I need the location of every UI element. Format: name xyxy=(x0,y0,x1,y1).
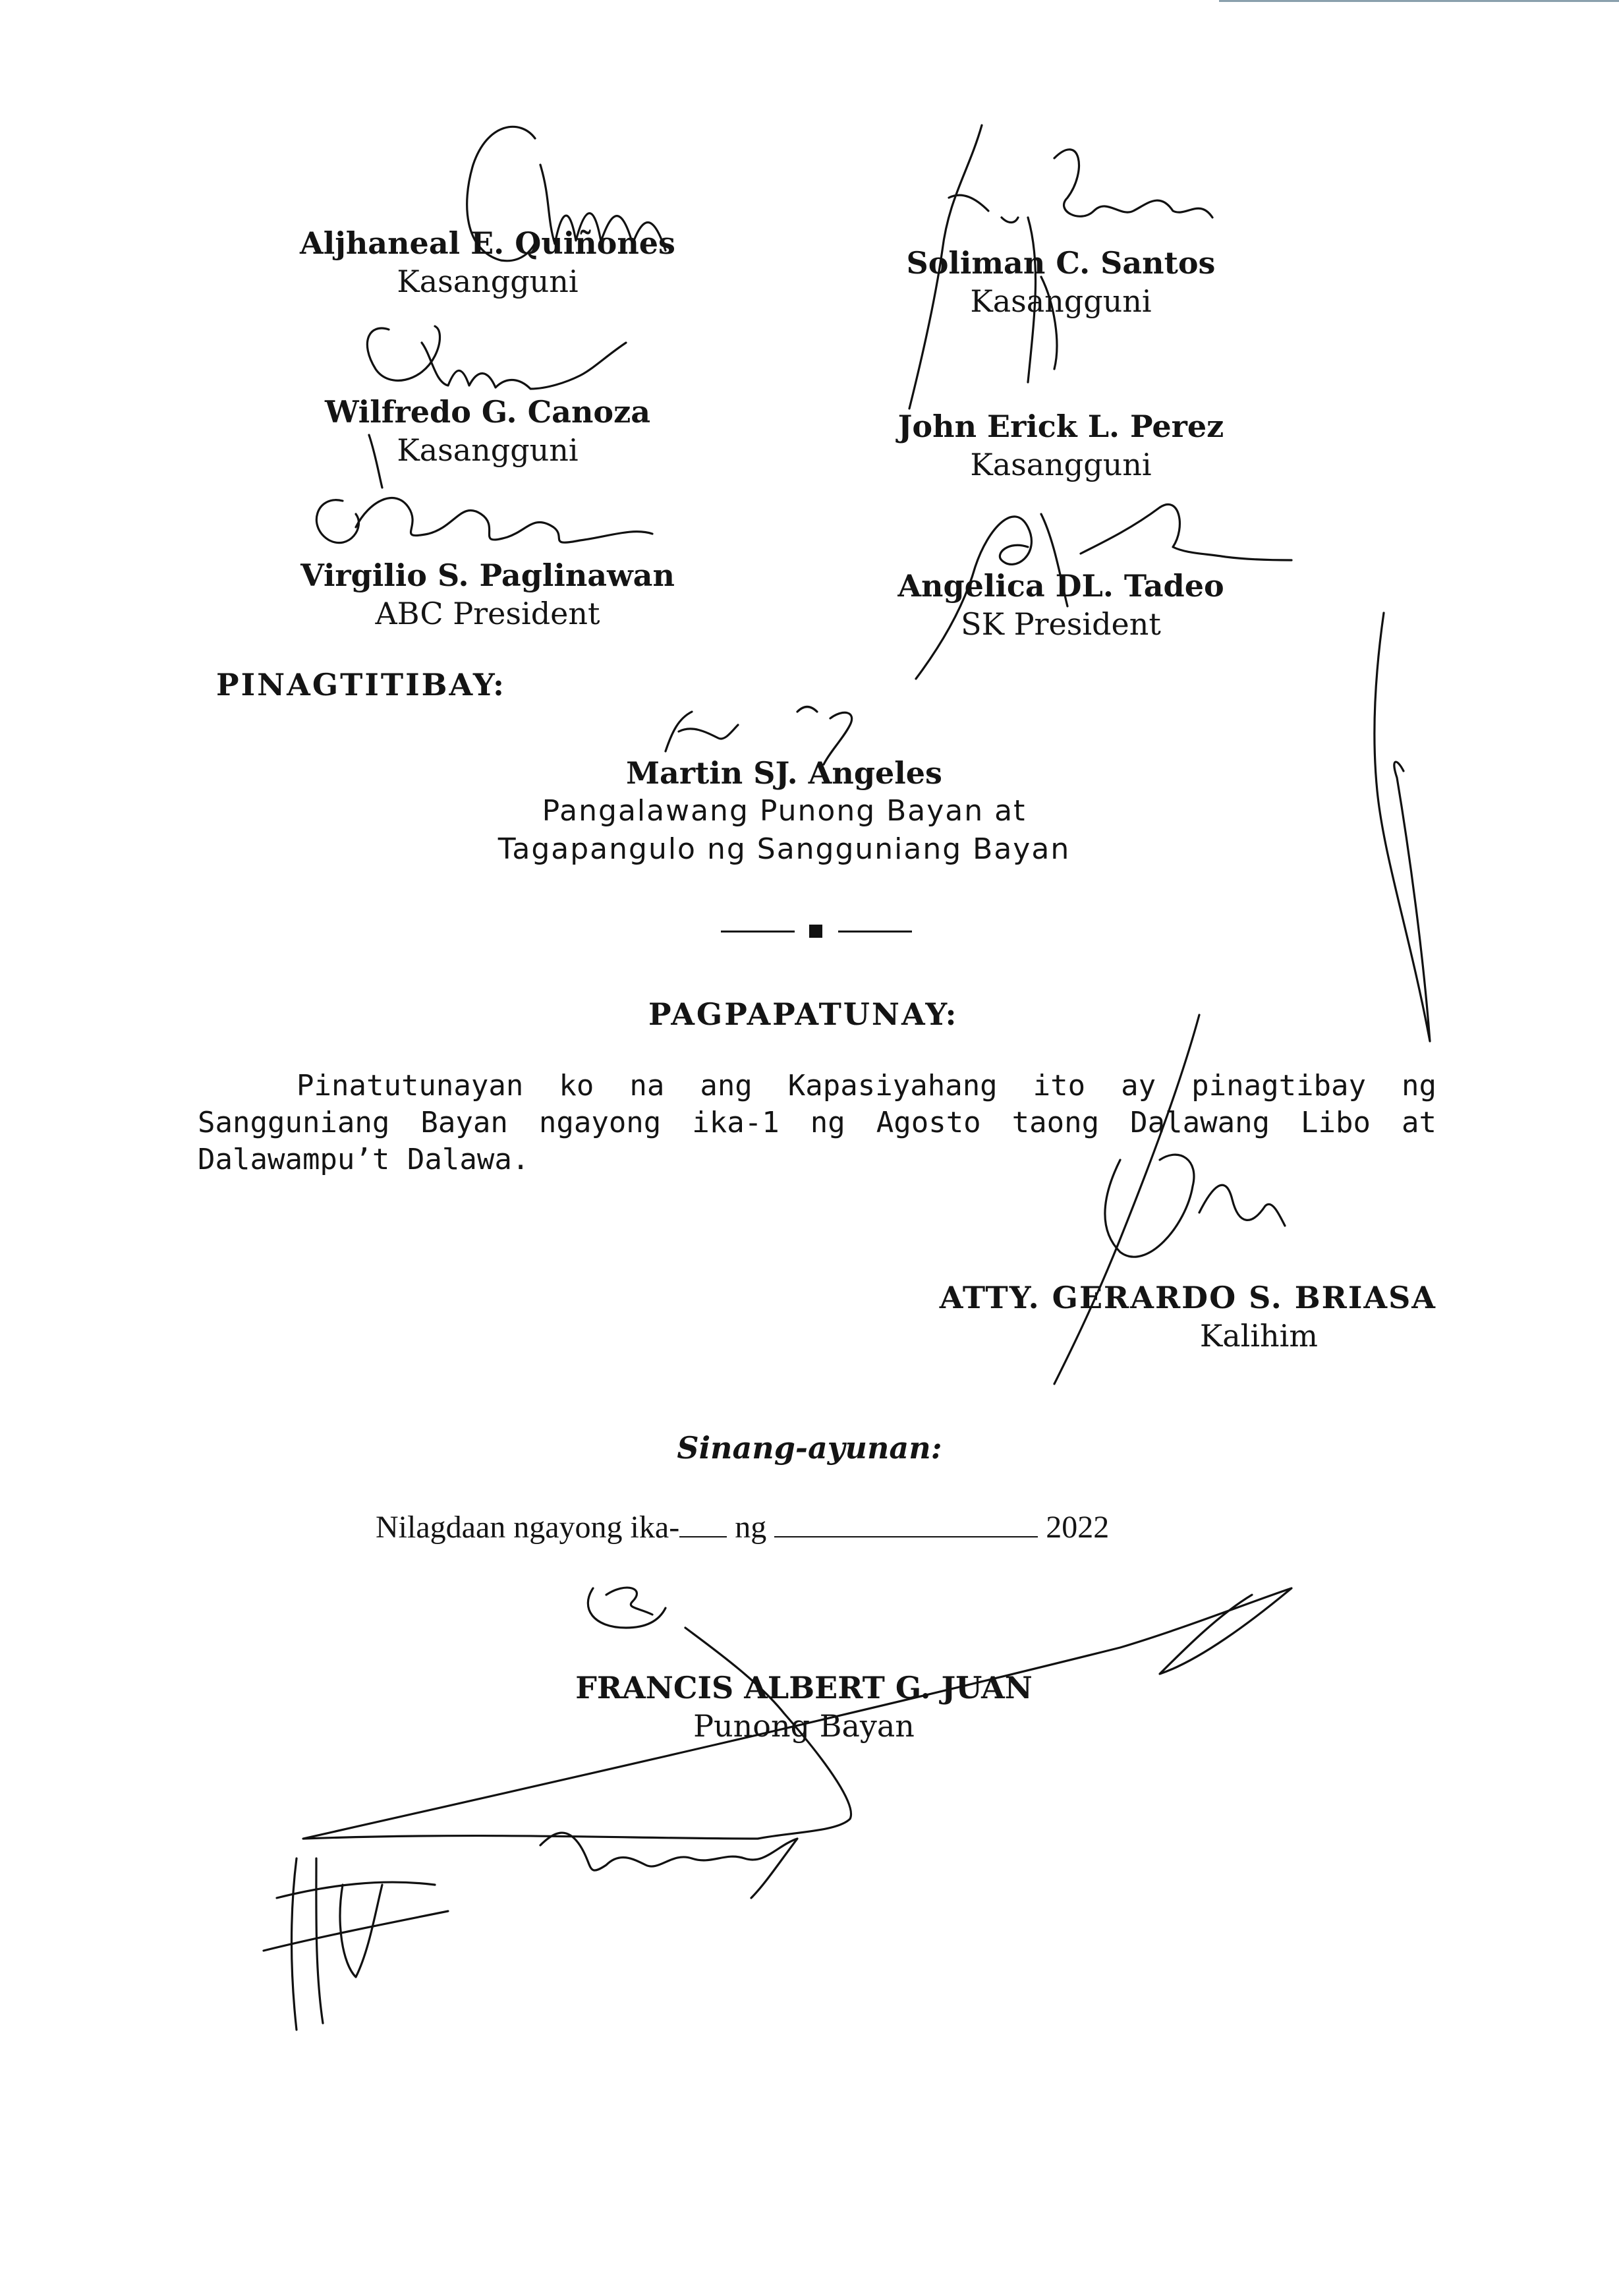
date-prefix: Nilagdaan ngayong ika- xyxy=(376,1510,680,1545)
signatory-paglinawan xyxy=(283,556,692,633)
approval-heading: PINAGTITIBAY: xyxy=(216,667,507,703)
mayor-signatory xyxy=(461,1669,1147,1745)
signing-date-line xyxy=(376,1509,1109,1545)
mayor-title: Punong Bayan xyxy=(693,1708,915,1744)
signatory-tadeo xyxy=(863,567,1259,643)
signature-margin xyxy=(1375,613,1430,1041)
signatory-title: ABC President xyxy=(375,596,600,631)
signature-bottom-middle xyxy=(540,1833,797,1898)
signatory-name: Aljhaneal E. Quiñones xyxy=(300,225,675,261)
date-year: 2022 xyxy=(1046,1510,1110,1545)
signatory-title: SK President xyxy=(961,606,1161,642)
signatory-name: Angelica DL. Tadeo xyxy=(897,568,1224,604)
certification-body: Pinatutunayan ko na ang Kapasiyahang ito ay pinagtibay ng Sangguniang Bayan ngayong ika-1 ng Agosto taong Dalawang Libo at Dalawampu’t Dalawa. xyxy=(198,1069,1436,1176)
mayor-name: FRANCIS ALBERT G. JUAN xyxy=(575,1670,1033,1706)
signature-bottom-left xyxy=(264,1858,448,2030)
signatory-canoza xyxy=(290,393,685,469)
certification-heading: PAGPAPATUNAY: xyxy=(648,996,959,1032)
certification-signatory xyxy=(883,1278,1436,1355)
month-blank xyxy=(774,1512,1038,1537)
day-blank xyxy=(679,1512,727,1537)
separator-square xyxy=(809,925,822,938)
signatory-title: Kasangguni xyxy=(970,283,1152,319)
signatory-title: Kasangguni xyxy=(970,447,1152,482)
approval-signatory xyxy=(382,754,1186,869)
approval-name: Martin SJ. Angeles xyxy=(626,755,942,791)
section-separator xyxy=(721,921,912,941)
signatory-name: Wilfredo G. Canoza xyxy=(324,394,651,430)
separator-rule xyxy=(721,931,795,933)
signatory-name: Virgilio S. Paglinawan xyxy=(300,558,675,593)
signatory-quinones xyxy=(290,224,685,301)
approval-title-line1: Pangalawang Punong Bayan at xyxy=(542,794,1027,828)
approval-title-line2: Tagapangulo ng Sangguniang Bayan xyxy=(497,832,1071,866)
signatory-perez xyxy=(863,407,1259,484)
signature-canoza xyxy=(367,326,626,389)
date-mid: ng xyxy=(735,1510,767,1545)
signatory-name: Soliman C. Santos xyxy=(906,245,1216,281)
certification-name: ATTY. GERARDO S. BRIASA xyxy=(939,1280,1436,1315)
signatory-name: John Erick L. Perez xyxy=(897,409,1224,444)
certification-title: Kalihim xyxy=(1199,1318,1318,1354)
signatory-santos xyxy=(863,244,1259,320)
signatory-title: Kasangguni xyxy=(397,264,579,299)
signatory-title: Kasangguni xyxy=(397,432,579,468)
concurrence-label: Sinang-ayunan: xyxy=(677,1430,942,1466)
scan-edge-line xyxy=(1219,0,1619,2)
separator-rule xyxy=(838,931,912,933)
